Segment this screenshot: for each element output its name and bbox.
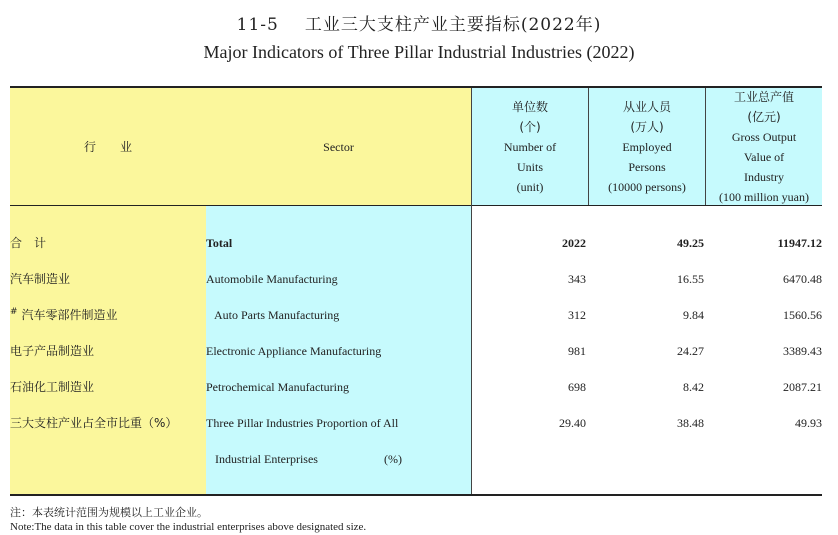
row-sector-en-line2: Industrial Enterprises bbox=[215, 452, 318, 466]
row-industry-cn: 三大支柱产业占全市比重（%） bbox=[10, 416, 178, 430]
header-col3-cn1: 工业总产值 bbox=[733, 89, 794, 104]
table-header-rule bbox=[10, 205, 822, 206]
row-industry-cn bbox=[10, 297, 118, 333]
row-sector-en: Total bbox=[206, 236, 233, 250]
header-col2-cn1: 从业人员 bbox=[622, 99, 671, 114]
header-sector-label: Sector bbox=[323, 139, 354, 154]
header-col1-cn2: (个) bbox=[519, 119, 541, 134]
header-col3-en1: Gross Output bbox=[731, 129, 797, 144]
header-col3-cn2: (亿元) bbox=[747, 109, 781, 124]
row-output: 3389.43 bbox=[783, 344, 822, 358]
header-col2-en1: Employed bbox=[622, 139, 672, 154]
header-employed-persons bbox=[589, 88, 705, 205]
header-col2-cn2: (万人) bbox=[630, 119, 664, 134]
row-output: 1560.56 bbox=[783, 308, 822, 322]
header-col3-en3: Industry bbox=[744, 169, 784, 184]
table-title-cn bbox=[0, 10, 838, 35]
row-output: 11947.12 bbox=[777, 236, 822, 250]
header-gross-output bbox=[706, 88, 822, 205]
row-persons: 38.48 bbox=[677, 416, 704, 430]
row-sector-en-unit: (%) bbox=[384, 452, 402, 466]
row-industry-cn-text: 汽车零部件制造业 bbox=[21, 308, 118, 322]
row-output: 6470.48 bbox=[783, 272, 822, 286]
header-number-of-units bbox=[472, 88, 588, 205]
row-persons: 49.25 bbox=[677, 236, 704, 250]
header-industry-label: 行 业 bbox=[83, 139, 132, 154]
row-sector-en: Petrochemical Manufacturing bbox=[206, 380, 349, 394]
header-col1-en3: (unit) bbox=[516, 179, 544, 194]
row-persons: 8.42 bbox=[683, 380, 704, 394]
table-row bbox=[0, 297, 838, 333]
table-number: 11-5 bbox=[236, 15, 279, 35]
row-units: 698 bbox=[568, 380, 586, 394]
footnote-cn: 注：本表统计范围为规模以上工业企业。 bbox=[10, 506, 208, 519]
table-row bbox=[0, 405, 838, 441]
table-row bbox=[0, 333, 838, 369]
row-sector-en: Electronic Appliance Manufacturing bbox=[206, 344, 382, 358]
row-sector-en: Auto Parts Manufacturing bbox=[214, 308, 340, 322]
row-units: 981 bbox=[568, 344, 586, 358]
row-industry-cn: 合 计 bbox=[10, 236, 47, 250]
header-col1-en2: Units bbox=[516, 159, 543, 174]
header-col1-en1: Number of bbox=[503, 139, 557, 154]
row-units: 312 bbox=[568, 308, 586, 322]
header-col3-en2: Value of bbox=[743, 149, 785, 164]
row-persons: 24.27 bbox=[677, 344, 704, 358]
header-sector bbox=[206, 88, 471, 205]
title-cn-text: 工业三大支柱产业主要指标(2022年) bbox=[304, 15, 602, 35]
header-col2-en3: (10000 persons) bbox=[608, 179, 686, 194]
sub-item-mark: # bbox=[10, 307, 18, 317]
table-row bbox=[0, 261, 838, 297]
row-units: 29.40 bbox=[559, 416, 586, 430]
header-col2-en2: Persons bbox=[628, 159, 666, 174]
row-sector-en: Three Pillar Industries Proportion of All bbox=[206, 416, 399, 430]
table-bottom-rule bbox=[10, 494, 822, 496]
row-persons: 16.55 bbox=[677, 272, 704, 286]
row-output: 2087.21 bbox=[783, 380, 822, 394]
row-units: 343 bbox=[568, 272, 586, 286]
table-row bbox=[0, 369, 838, 405]
footnote-en: Note:The data in this table cover the industrial enterprises above designated size. bbox=[10, 521, 367, 533]
table-title-en: Major Indicators of Three Pillar Industrial Industries (2022) bbox=[203, 42, 635, 62]
row-output: 49.93 bbox=[795, 416, 822, 430]
header-industry-cn bbox=[10, 88, 206, 205]
header-col1-cn1: 单位数 bbox=[511, 99, 548, 114]
table-row-continuation bbox=[0, 441, 838, 477]
row-persons: 9.84 bbox=[683, 308, 704, 322]
row-sector-en: Automobile Manufacturing bbox=[206, 272, 338, 286]
row-industry-cn: 汽车制造业 bbox=[10, 272, 71, 286]
header-col3-en4: (100 million yuan) bbox=[719, 189, 809, 204]
row-industry-cn: 电子产品制造业 bbox=[10, 344, 95, 358]
row-units: 2022 bbox=[562, 236, 586, 250]
table-row-total bbox=[0, 225, 838, 261]
row-industry-cn: 石油化工制造业 bbox=[10, 380, 95, 394]
